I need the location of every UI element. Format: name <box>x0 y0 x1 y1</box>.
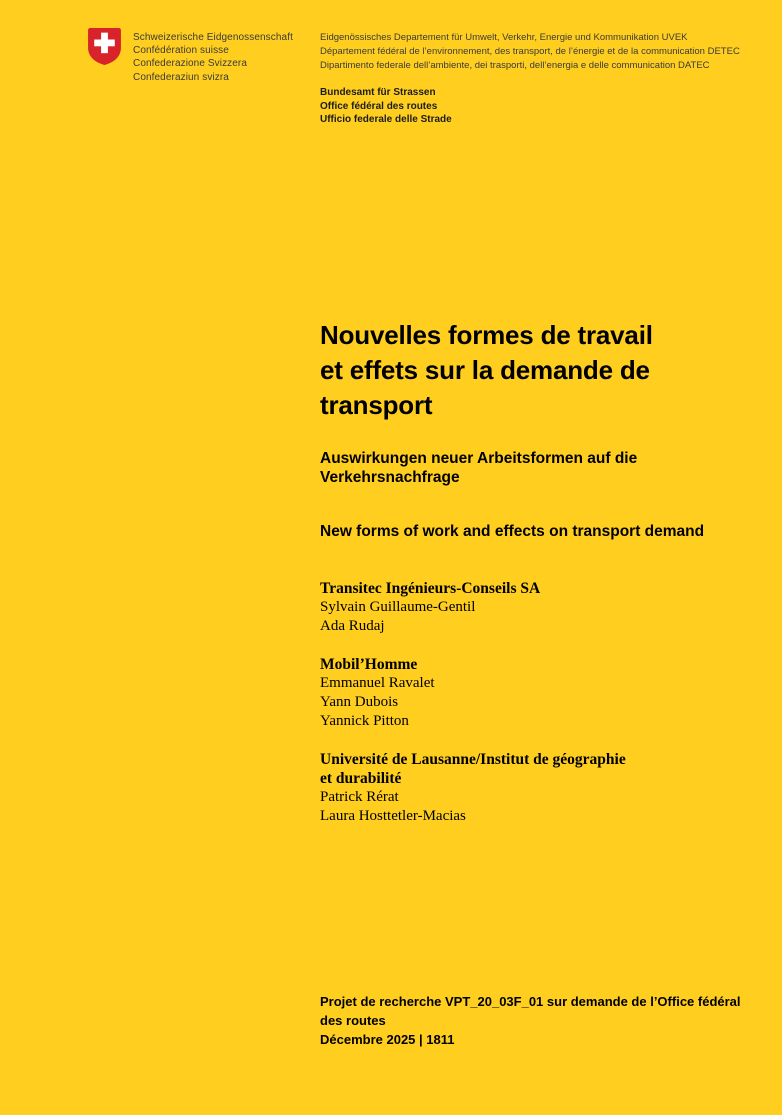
author-group-mobilhomme <box>320 655 626 731</box>
subtitle-english: New forms of work and effects on transport demand <box>320 523 705 540</box>
organization-name: Mobil’Homme <box>320 656 418 673</box>
author-names: Emmanuel Ravalet Yann Dubois Yannick Pitton <box>320 675 435 729</box>
author-names: Patrick Rérat Laura Hosttetler-Macias <box>320 789 466 824</box>
subtitle-german: Auswirkungen neuer Arbeitsformen auf die Verkehrsnachfrage <box>320 450 638 486</box>
organization-name: Université de Lausanne/Institut de géographie et durabilité <box>320 751 626 787</box>
federal-roads-office-names: Bundesamt für Strassen Office fédéral des routes Ufficio federale delle Strade <box>320 87 452 125</box>
organization-name: Transitec Ingénieurs-Conseils SA <box>320 580 541 597</box>
authors-section <box>320 579 626 845</box>
footer <box>320 992 741 1049</box>
publication-date: Décembre 2025 | 1811 <box>320 1032 455 1047</box>
report-title: Nouvelles formes de travail et effets sur la demande de transport <box>320 320 653 420</box>
author-names: Sylvain Guillaume-Gentil Ada Rudaj <box>320 599 476 634</box>
confederation-brand <box>88 28 293 84</box>
swiss-coat-of-arms-icon <box>88 28 121 65</box>
project-reference: Projet de recherche VPT_20_03F_01 sur demande de l’Office fédéral des routes <box>320 994 741 1028</box>
author-group-transitec <box>320 579 626 636</box>
confederation-wordmark: Schweizerische Eidgenossenschaft Confédération suisse Confederazione Svizzera Confederaziun svizra <box>133 32 293 83</box>
author-group-unil <box>320 750 626 826</box>
department-names: Eidgenössisches Departement für Umwelt, Verkehr, Energie und Kommunikation UVEK Département fédéral de l’environnement, des transport, de l’énergie et de la communication DETEC Dipartimento federale dell’ambiente, dei trasporti, dell’energia e delle communication DATEC <box>320 32 740 71</box>
